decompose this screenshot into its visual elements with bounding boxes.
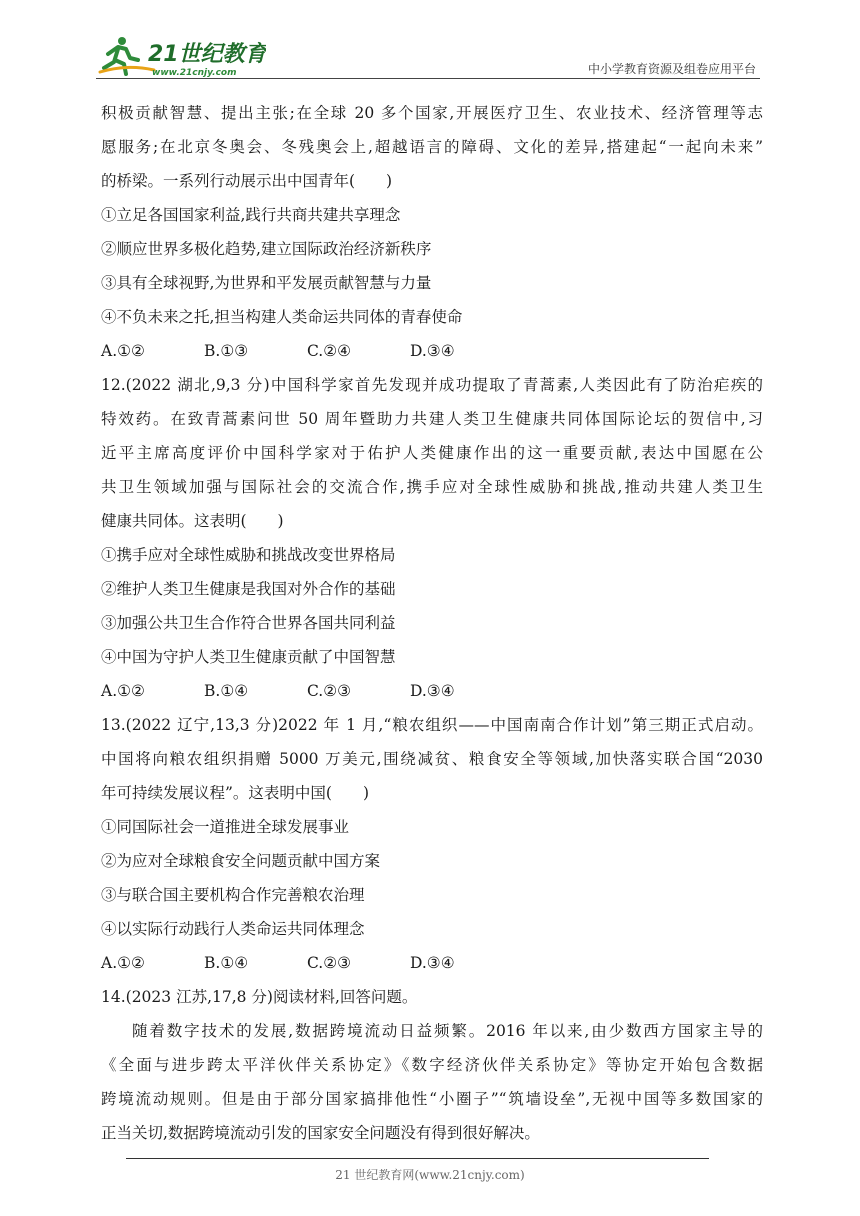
answer-option: A.①② [101, 342, 145, 360]
site-logo [96, 34, 266, 78]
text-line: ①携手应对全球性威胁和挑战改变世界格局 [101, 546, 396, 564]
answer-option: D.③④ [410, 954, 455, 972]
runner-logo-icon [96, 34, 266, 78]
text-line: 的桥梁。一系列行动展示出中国青年( ) [101, 172, 393, 190]
answer-option: C.②③ [307, 682, 352, 700]
logo-title: 21世纪教育 [148, 42, 266, 67]
logo-url: www.21cnjy.com [152, 68, 237, 78]
text-line: 正当关切,数据跨境流动引发的国家安全问题没有得到很好解决。 [101, 1124, 540, 1142]
answer-option: B.①④ [204, 682, 249, 700]
text-line: ④不负未来之托,担当构建人类命运共同体的青春使命 [101, 308, 463, 326]
text-line: ③与联合国主要机构合作完善粮农治理 [101, 886, 365, 904]
text-line: ①立足各国国家利益,践行共商共建共享理念 [101, 206, 401, 224]
answer-option: B.①③ [204, 342, 249, 360]
text-line: ③加强公共卫生合作符合世界各国共同利益 [101, 614, 396, 632]
answer-option: A.①② [101, 682, 145, 700]
text-line: ①同国际社会一道推进全球发展事业 [101, 818, 350, 836]
text-line: 跨境流动规则。但是由于部分国家搞排他性“小圈子”“筑墙设垒”,无视中国等多数国家的 [101, 1090, 763, 1108]
document-body [101, 96, 763, 1150]
text-line: ②维护人类卫生健康是我国对外合作的基础 [101, 580, 396, 598]
text-line: ②顺应世界多极化趋势,建立国际政治经济新秩序 [101, 240, 432, 258]
answer-options [101, 674, 763, 708]
answer-option: C.②④ [307, 342, 352, 360]
footer-divider [126, 1158, 709, 1159]
footer-text: 21 世纪教育网(www.21cnjy.com) [335, 1168, 525, 1182]
header-divider [96, 78, 760, 79]
text-line: 14.(2023 江苏,17,8 分)阅读材料,回答问题。 [101, 988, 418, 1006]
answer-option: D.③④ [410, 682, 455, 700]
text-line: ②为应对全球粮食安全问题贡献中国方案 [101, 852, 381, 870]
text-line: 特效药。在致青蒿素问世 50 周年暨助力共建人类卫生健康共同体国际论坛的贺信中,习 [101, 410, 763, 428]
text-line: 随着数字技术的发展,数据跨境流动日益频繁。2016 年以来,由少数西方国家主导的 [132, 1022, 763, 1040]
page-header [96, 30, 760, 80]
answer-options [101, 334, 763, 368]
text-line: 《全面与进步跨太平洋伙伴关系协定》《数字经济伙伴关系协定》等协定开始包含数据 [101, 1056, 763, 1074]
answer-option: C.②③ [307, 954, 352, 972]
text-line: ③具有全球视野,为世界和平发展贡献智慧与力量 [101, 274, 432, 292]
answer-option: B.①④ [204, 954, 249, 972]
answer-options [101, 946, 763, 980]
text-line: 中国将向粮农组织捐赠 5000 万美元,围绕减贫、粮食安全等领域,加快落实联合国“2030 [101, 750, 763, 768]
text-line: 愿服务;在北京冬奥会、冬残奥会上,超越语言的障碍、文化的差异,搭建起“一起向未来” [101, 138, 763, 156]
text-line: 健康共同体。这表明( ) [101, 512, 284, 530]
text-line: ④以实际行动践行人类命运共同体理念 [101, 920, 365, 938]
header-tagline: 中小学教育资源及组卷应用平台 [587, 62, 756, 76]
answer-option: A.①② [101, 954, 145, 972]
text-line: ④中国为守护人类卫生健康贡献了中国智慧 [101, 648, 396, 666]
text-line: 积极贡献智慧、提出主张;在全球 20 多个国家,开展医疗卫生、农业技术、经济管理等志 [101, 104, 763, 122]
text-line: 年可持续发展议程”。这表明中国( ) [101, 784, 370, 802]
text-line: 13.(2022 辽宁,13,3 分)2022 年 1 月,“粮农组织——中国南南合作计划”第三期正式启动。 [101, 716, 763, 734]
text-line: 共卫生领域加强与国际社会的交流合作,携手应对全球性威胁和挑战,推动共建人类卫生 [101, 478, 763, 496]
answer-option: D.③④ [410, 342, 455, 360]
text-line: 12.(2022 湖北,9,3 分)中国科学家首先发现并成功提取了青蒿素,人类因此有了防治疟疾的 [101, 376, 763, 394]
text-line: 近平主席高度评价中国科学家对于佑护人类健康作出的这一重要贡献,表达中国愿在公 [101, 444, 763, 462]
